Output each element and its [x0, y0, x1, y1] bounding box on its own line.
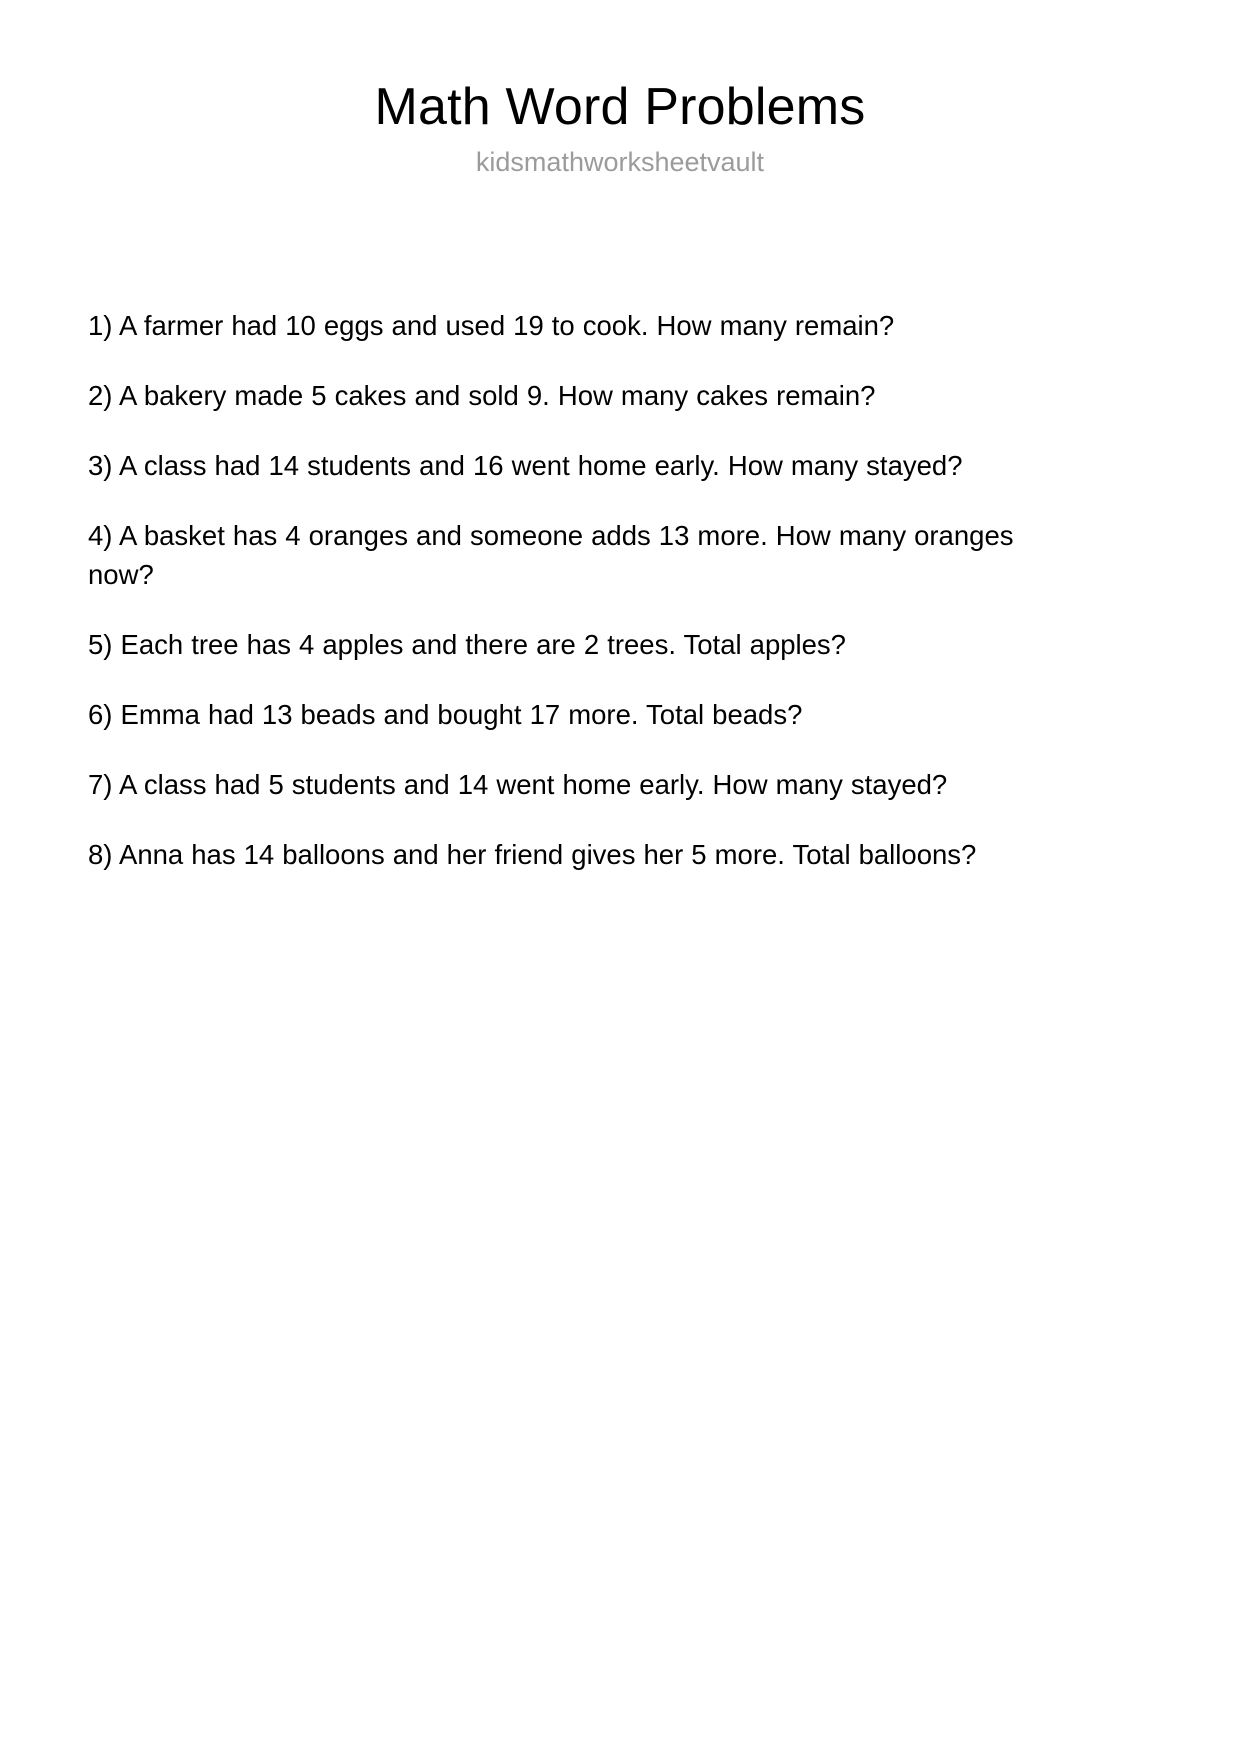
list-item: 6) Emma had 13 beads and bought 17 more. Total beads? — [88, 699, 803, 731]
list-item: 5) Each tree has 4 apples and there are 2 trees. Total apples? — [88, 629, 846, 661]
list-item: 4) A basket has 4 oranges and someone adds 13 more. How many oranges now? — [88, 520, 1014, 591]
page-subtitle: kidsmathworksheetvault — [475, 147, 765, 178]
worksheet-header — [0, 0, 1240, 179]
problem-list — [88, 306, 1018, 905]
list-item: 1) A farmer had 10 eggs and used 19 to cook. How many remain? — [88, 310, 895, 341]
list-item: 7) A class had 5 students and 14 went home early. How many stayed? — [88, 769, 948, 801]
page-title: Math Word Problems — [374, 78, 866, 136]
list-item: 3) A class had 14 students and 16 went home early. How many stayed? — [88, 450, 963, 482]
list-item: 8) Anna has 14 balloons and her friend gives her 5 more. Total balloons? — [88, 839, 977, 871]
list-item: 2) A bakery made 5 cakes and sold 9. How many cakes remain? — [88, 380, 876, 412]
